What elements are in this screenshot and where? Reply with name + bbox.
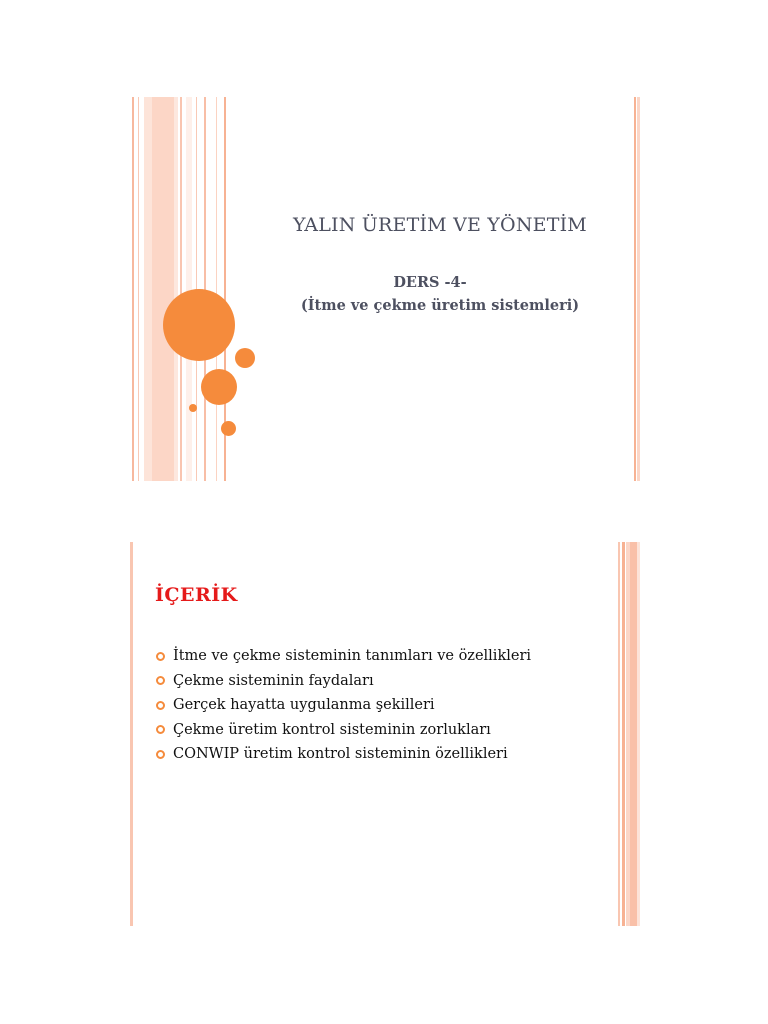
- decor-circle-medium: [201, 369, 237, 405]
- decor-stripe: [216, 97, 217, 481]
- list-item: [156, 669, 531, 694]
- list-item: [156, 644, 531, 669]
- decor-stripe: [618, 542, 620, 926]
- bullet-circle-icon: [156, 725, 165, 734]
- bullet-circle-icon: [156, 652, 165, 661]
- list-item: [156, 693, 531, 718]
- list-item: [156, 718, 531, 743]
- title-slide: [130, 97, 642, 481]
- bullet-circle-icon: [156, 750, 165, 759]
- decor-stripe: [622, 542, 625, 926]
- list-item-text: İtme ve çekme sisteminin tanımları ve özellikleri: [173, 648, 532, 665]
- list-item: [156, 742, 531, 767]
- decor-stripe: [180, 97, 182, 481]
- list-item-text: CONWIP üretim kontrol sisteminin özellikleri: [173, 746, 508, 763]
- bullet-circle-icon: [156, 701, 165, 710]
- decor-stripe: [174, 97, 178, 481]
- decor-stripe: [152, 97, 174, 481]
- decor-circle-medium: [235, 348, 255, 368]
- decor-stripe: [132, 97, 134, 481]
- contents-heading: İÇERİK: [155, 584, 238, 606]
- contents-slide: [130, 542, 642, 926]
- decor-stripe: [144, 97, 152, 481]
- decor-stripe: [138, 97, 139, 481]
- lesson-number: DERS -4-: [393, 274, 467, 291]
- decor-stripe: [637, 542, 640, 926]
- lesson-subtitle: (İtme ve çekme üretim sistemleri): [300, 297, 580, 314]
- decor-circle-small: [221, 421, 236, 436]
- decor-stripe: [637, 97, 640, 481]
- list-item-text: Çekme sisteminin faydaları: [173, 672, 374, 689]
- decor-stripe: [630, 542, 637, 926]
- contents-list: [156, 644, 531, 767]
- bullet-circle-icon: [156, 676, 165, 685]
- decor-stripe: [130, 542, 133, 926]
- slide-title: YALIN ÜRETİM VE YÖNETİM: [293, 214, 587, 236]
- list-item-text: Çekme üretim kontrol sisteminin zorlukları: [173, 721, 491, 738]
- decor-circle-small: [189, 404, 197, 412]
- decor-stripe: [634, 97, 636, 481]
- list-item-text: Gerçek hayatta uygulanma şekilleri: [173, 697, 435, 714]
- decor-circle-large: [163, 289, 235, 361]
